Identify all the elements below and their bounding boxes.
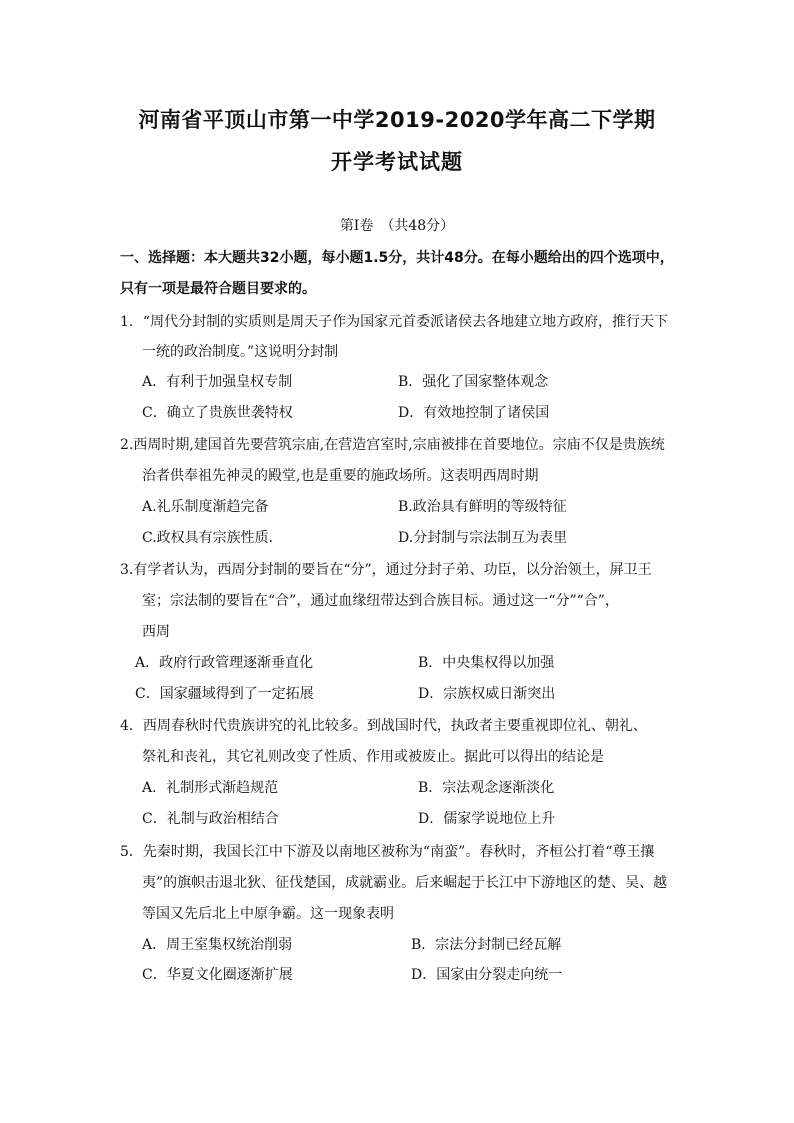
exam-title-line1: 河南省平顶山市第一中学2019-2020学年高二下学期: [138, 108, 656, 132]
question-2-option-c: C.政权具有宗族性质.: [142, 530, 274, 546]
question-4-stem-line2: 祭礼和丧礼，其它礼则改变了性质、作用或被废止。据此可以得出的结论是: [142, 749, 604, 765]
question-2-stem-line1: 2.西周时期,建国首先要营筑宗庙,在营造宫室时,宗庙被排在首要地位。宗庙不仅是贵族统: [120, 437, 665, 453]
question-3-stem-line1: 3.有学者认为，西周分封制的要旨在“分”，通过分封子弟、功臣，以分治领土，屏卫王: [120, 562, 652, 578]
question-4-stem-line1: 4．西周春秋时代贵族讲究的礼比较多。到战国时代，执政者主要重视即位礼、朝礼、: [120, 718, 647, 734]
question-4-option-c: C．礼制与政治相结合: [142, 811, 279, 827]
question-5-stem-line2: 夷”的旗帜击退北狄、征伐楚国，成就霸业。后来崛起于长江中下游地区的楚、吴、越: [142, 875, 668, 891]
question-1-option-b: B．强化了国家整体观念: [398, 374, 549, 390]
question-5-option-a: A．周王室集权统治削弱: [142, 937, 293, 953]
question-3-option-b: B．中央集权得以加强: [418, 655, 555, 671]
question-5-option-d: D．国家由分裂走向统一: [411, 967, 563, 983]
question-1-option-d: D．有效地控制了诸侯国: [398, 405, 550, 421]
question-3-option-a: A．政府行政管理逐渐垂直化: [135, 655, 314, 671]
question-3-stem-line2: 室；宗法制的要旨在“合”，通过血缘纽带达到合族目标。通过这一“分”“合”，: [142, 593, 619, 609]
question-1-stem-line1: 1．“周代分封制的实质则是周天子作为国家元首委派诸侯去各地建立地方政府，推行天下: [120, 314, 669, 330]
question-3-option-c: C．国家疆域得到了一定拓展: [135, 686, 314, 702]
question-2-stem-line2: 治者供奉祖先神灵的殿堂,也是重要的施政场所。这表明西周时期: [142, 468, 539, 484]
question-5-option-b: B．宗法分封制已经瓦解: [411, 937, 562, 953]
section-title: 第Ⅰ卷 （共48分）: [339, 218, 455, 234]
question-4-option-d: D．儒家学说地位上升: [418, 811, 556, 827]
question-5-option-c: C．华夏文化圈逐渐扩展: [142, 967, 293, 983]
question-1-option-c: C．确立了贵族世袭特权: [142, 405, 293, 421]
question-2-option-b: B.政治具有鲜明的等级特征: [398, 499, 567, 515]
instructions-line1: 一、选择题：本大题共32小题，每小题1.5分，共计48分。在每小题给出的四个选项中，: [120, 250, 674, 266]
question-2-option-d: D.分封制与宗法制互为表里: [398, 530, 568, 546]
question-5-stem-line3: 等国又先后北上中原争霸。这一现象表明: [142, 906, 394, 922]
question-2-option-a: A.礼乐制度渐趋完备: [142, 499, 269, 515]
question-1-option-a: A．有利于加强皇权专制: [142, 374, 293, 390]
question-1-stem-line2: 一统的政治制度。”这说明分封制: [142, 344, 339, 360]
question-4-option-b: B．宗法观念逐渐淡化: [418, 780, 555, 796]
question-3-stem-line3: 西周: [142, 624, 170, 640]
question-5-stem-line1: 5．先秦时期，我国长江中下游及以南地区被称为“南蛮”。春秋时，齐桓公打着“尊王攘: [120, 844, 655, 860]
instructions-line2: 只有一项是最符合题目要求的。: [120, 281, 316, 297]
exam-title-line2: 开学考试试题: [331, 150, 463, 174]
question-3-option-d: D．宗族权威日渐突出: [418, 686, 556, 702]
question-4-option-a: A．礼制形式渐趋规范: [142, 780, 279, 796]
